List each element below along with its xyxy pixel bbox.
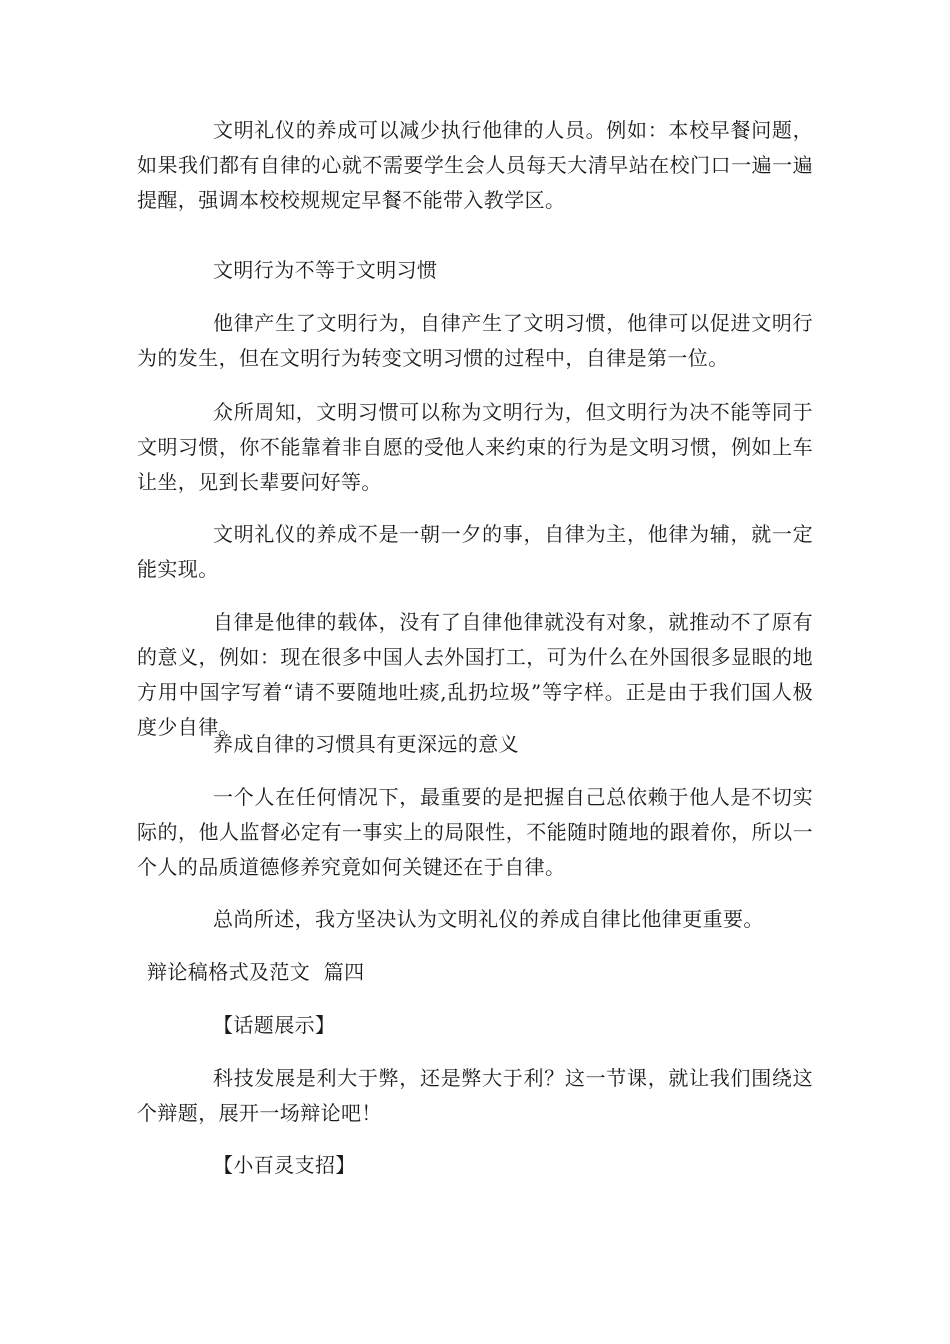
paragraph-heteronomy-autonomy: 他律产生了文明行为，自律产生了文明习惯，他律可以促进文明行为的发生，但在文明行为转变文明习惯的过程中，自律是第一位。 xyxy=(137,311,813,370)
paragraph-tech-debate-topic: 科技发展是利大于弊，还是弊大于利？这一节课，就让我们围绕这个辩题，展开一场辩论吧！ xyxy=(137,1066,813,1125)
section-heading-part-four: 辩论稿格式及范文 篇四 xyxy=(147,960,365,984)
paragraph-habits-not-behaviors: 众所周知，文明习惯可以称为文明行为，但文明行为决不能等同于文明习惯，你不能靠着非自愿的受他人来约束的行为是文明习惯，例如上车让坐，见到长辈要问好等。 xyxy=(137,400,813,494)
paragraph-self-reliance: 一个人在任何情况下，最重要的是把握自己总依赖于他人是不切实际的，他人监督必定有一事实上的局限性，不能随时随地的跟着你，所以一个人的品质道德修养究竟如何关键还在于自律。 xyxy=(137,785,813,879)
subheading-behavior-vs-habit: 文明行为不等于文明习惯 xyxy=(213,258,438,282)
label-topic-display: 【话题展示】 xyxy=(213,1013,336,1037)
paragraph-conclusion: 总尚所述，我方坚决认为文明礼仪的养成自律比他律更重要。 xyxy=(213,907,764,931)
label-tips: 【小百灵支招】 xyxy=(213,1153,356,1177)
paragraph-civility-reduces-enforcers: 文明礼仪的养成可以减少执行他律的人员。例如：本校早餐问题，如果我们都有自律的心就不需要学生会人员每天大清早站在校门口一遍一遍提醒，强调本校校规规定早餐不能带入教学区。 xyxy=(137,118,813,212)
paragraph-not-overnight: 文明礼仪的养成不是一朝一夕的事，自律为主，他律为辅，就一定能实现。 xyxy=(137,522,813,581)
subheading-deeper-meaning: 养成自律的习惯具有更深远的意义 xyxy=(213,732,519,756)
paragraph-autonomy-carrier: 自律是他律的载体，没有了自律他律就没有对象，就推动不了原有的意义，例如：现在很多中国人去外国打工，可为什么在外国很多显眼的地方用中国字写着“请不要随地吐痰,乱扔垃圾”等字样。正是由于我们国人极度少自律。 xyxy=(137,610,813,739)
